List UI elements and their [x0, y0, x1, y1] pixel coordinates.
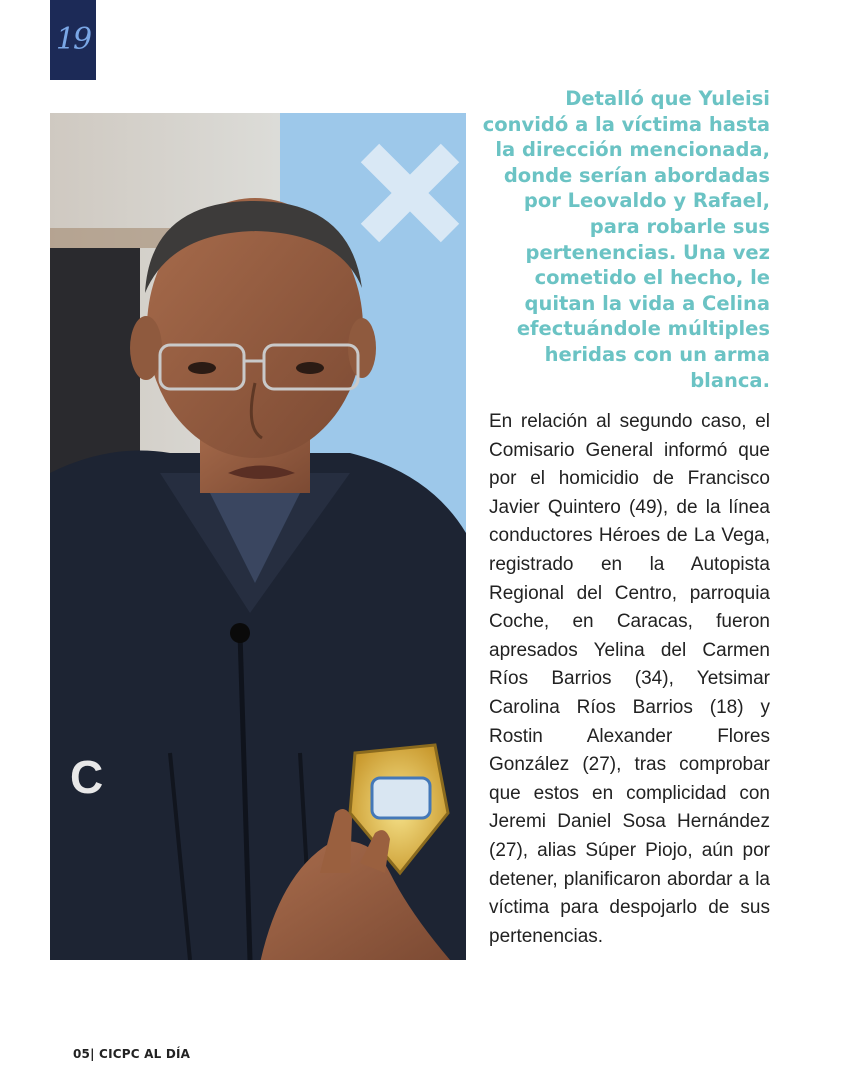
page-footer: 05| CICPC AL DÍA — [73, 1047, 191, 1061]
magazine-logo-tab — [50, 0, 96, 80]
article-body: En relación al segundo caso, el Comisario General informó que por el homicidio de Francisco Javier Quintero (49), de la línea conductores Héroes de La Vega, registrado en la Autopista Regional del Centro, parroquia Coche, en Caracas, fueron apresados Yelina del Carmen Ríos Barrios (34), Yetsimar Carolina Ríos Barrios (18) y Rostin Alexander Flores González (27), tras comprobar que estos en complicidad con Jeremi Daniel Sosa Hernández (27), alias Súper Piojo, aún por detener, planificaron abordar a la víctima para despojarlo de sus pertenencias. — [489, 411, 770, 947]
official-photo — [50, 113, 466, 960]
pull-quote: Detalló que Yuleisi convidó a la víctima hasta la dirección mencionada, donde serían abordadas por Leovaldo y Rafael, para robarle sus pertenencias. Una vez cometido el hecho, le quitan la vida a Celina efectuándole múltiples heridas con un arma blanca. — [482, 87, 770, 392]
jacket-letter: C — [70, 751, 104, 803]
logo-number: 19 — [55, 22, 91, 57]
